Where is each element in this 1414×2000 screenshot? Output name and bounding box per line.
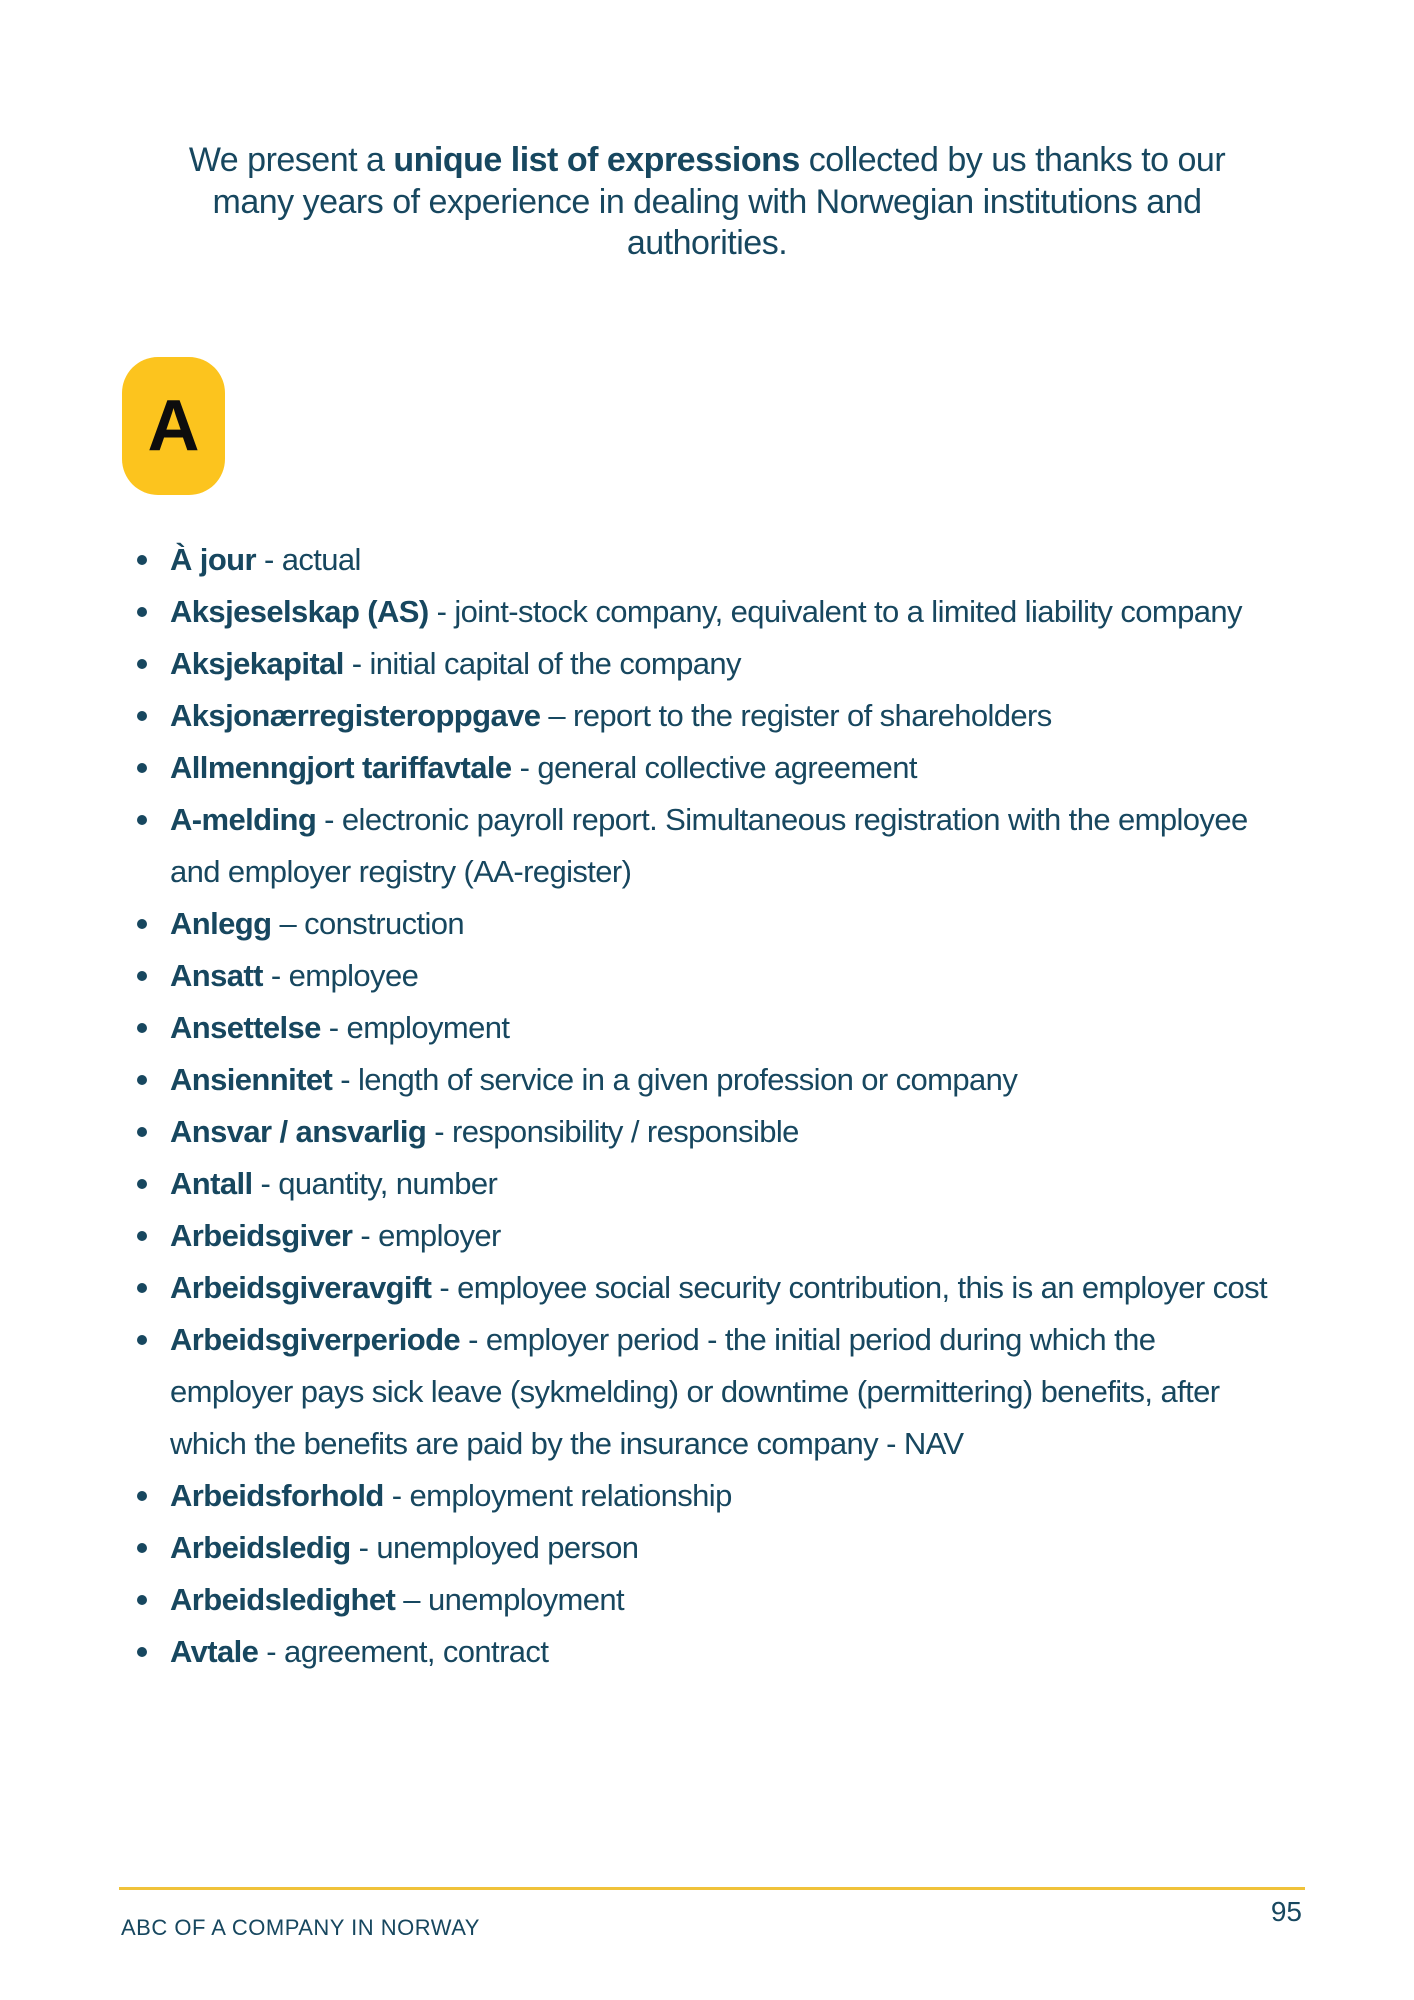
term-text: Aksjonærregisteroppgave bbox=[170, 698, 541, 733]
term-text: Arbeidsgiver bbox=[170, 1218, 353, 1253]
term-definition: employment bbox=[346, 1010, 510, 1045]
bullet-icon bbox=[137, 971, 147, 981]
bullet-icon bbox=[137, 607, 147, 617]
term-separator: - bbox=[255, 542, 282, 577]
term-separator: - bbox=[258, 1634, 285, 1669]
bullet-icon bbox=[137, 1231, 147, 1241]
term-separator: - bbox=[262, 958, 289, 993]
glossary-term-item bbox=[137, 950, 1280, 1002]
term-text: Antall bbox=[170, 1166, 253, 1201]
term-text: A-melding bbox=[170, 802, 317, 837]
footer-divider-line bbox=[119, 1887, 1305, 1890]
term-separator: - bbox=[350, 1530, 377, 1565]
term-text: Anlegg bbox=[170, 906, 272, 941]
bullet-icon bbox=[137, 1179, 147, 1189]
bullet-icon bbox=[137, 763, 147, 773]
term-separator: - bbox=[431, 1270, 458, 1305]
term-text: Ansatt bbox=[170, 958, 263, 993]
term-definition: construction bbox=[304, 906, 465, 941]
term-text: Arbeidsledighet bbox=[170, 1582, 396, 1617]
bullet-icon bbox=[137, 1595, 147, 1605]
term-definition: length of service in a given profession or company bbox=[357, 1062, 1018, 1097]
page-number: 95 bbox=[1270, 1896, 1302, 1927]
glossary-term-item bbox=[137, 1054, 1280, 1106]
term-separator: - bbox=[428, 594, 455, 629]
term-text: Aksjeselskap (AS) bbox=[170, 594, 429, 629]
glossary-term-item bbox=[137, 742, 1280, 794]
term-separator: – bbox=[540, 698, 574, 733]
section-letter: A bbox=[147, 386, 200, 466]
term-definition: agreement, contract bbox=[284, 1634, 549, 1669]
term-text: Arbeidsgiveravgift bbox=[170, 1270, 432, 1305]
intro-text-after: collected by us thanks to our many years of experience in dealing with Norwegian institutions and authorities. bbox=[212, 141, 1226, 262]
term-text: Ansvar / ansvarlig bbox=[170, 1114, 427, 1149]
bullet-icon bbox=[137, 1283, 147, 1293]
term-definition: general collective agreement bbox=[537, 750, 917, 785]
term-definition: quantity, number bbox=[278, 1166, 498, 1201]
term-text: À jour bbox=[170, 542, 256, 577]
intro-text-before: We present a bbox=[188, 141, 394, 179]
term-separator: - bbox=[383, 1478, 410, 1513]
term-text: Ansettelse bbox=[170, 1010, 321, 1045]
intro-paragraph bbox=[157, 140, 1257, 265]
bullet-icon bbox=[137, 1023, 147, 1033]
bullet-icon bbox=[137, 1647, 147, 1657]
term-text: Ansiennitet bbox=[170, 1062, 333, 1097]
term-definition: report to the register of shareholders bbox=[573, 698, 1052, 733]
glossary-term-item bbox=[137, 586, 1280, 638]
term-text: Arbeidsgiverperiode bbox=[170, 1322, 461, 1357]
glossary-term-item bbox=[137, 638, 1280, 690]
term-definition: employment relationship bbox=[409, 1478, 732, 1513]
glossary-term-item bbox=[137, 1262, 1280, 1314]
term-separator: - bbox=[320, 1010, 347, 1045]
term-text: Aksjekapital bbox=[170, 646, 344, 681]
term-definition: employee social security contribution, this is an employer cost bbox=[457, 1270, 1268, 1305]
term-text: Arbeidsledig bbox=[170, 1530, 351, 1565]
term-definition: unemployment bbox=[427, 1582, 625, 1617]
glossary-term-item bbox=[137, 1106, 1280, 1158]
term-definition: employer period - the initial period during which the employer pays sick leave (sykmelding) or downtime (permittering) benefits, after which the benefits are paid by the insurance company - NAV bbox=[170, 1322, 1220, 1461]
bullet-icon bbox=[137, 659, 147, 669]
bullet-icon bbox=[137, 1543, 147, 1553]
term-text: Avtale bbox=[170, 1634, 259, 1669]
term-definition: actual bbox=[281, 542, 361, 577]
glossary-term-item bbox=[137, 1158, 1280, 1210]
glossary-term-item bbox=[137, 1002, 1280, 1054]
glossary-term-item bbox=[137, 1574, 1280, 1626]
glossary-list bbox=[137, 534, 1282, 1678]
glossary-term-item bbox=[137, 690, 1280, 742]
term-definition: unemployed person bbox=[376, 1530, 639, 1565]
bullet-icon bbox=[137, 1335, 147, 1345]
term-definition: employee bbox=[288, 958, 419, 993]
glossary-term-item bbox=[137, 1314, 1280, 1470]
term-definition: responsibility / responsible bbox=[452, 1114, 799, 1149]
term-separator: - bbox=[343, 646, 370, 681]
term-definition: initial capital of the company bbox=[369, 646, 741, 681]
glossary-term-item bbox=[137, 1470, 1280, 1522]
term-separator: – bbox=[271, 906, 305, 941]
glossary-term-item bbox=[137, 534, 1280, 586]
term-separator: – bbox=[395, 1582, 428, 1617]
term-separator: - bbox=[511, 750, 538, 785]
bullet-icon bbox=[137, 1075, 147, 1085]
term-separator: - bbox=[252, 1166, 279, 1201]
term-separator: - bbox=[316, 802, 342, 837]
glossary-term-item bbox=[137, 1210, 1280, 1262]
glossary-term-item bbox=[137, 794, 1280, 898]
term-text: Arbeidsforhold bbox=[170, 1478, 384, 1513]
term-separator: - bbox=[352, 1218, 379, 1253]
term-separator: - bbox=[426, 1114, 453, 1149]
glossary-term-item bbox=[137, 898, 1280, 950]
section-letter-badge bbox=[122, 357, 225, 495]
footer-book-title: ABC OF A COMPANY IN NORWAY bbox=[121, 1915, 480, 1940]
glossary-term-item bbox=[137, 1522, 1280, 1574]
bullet-icon bbox=[137, 555, 147, 565]
glossary-term-item bbox=[137, 1626, 1280, 1678]
term-separator: - bbox=[332, 1062, 358, 1097]
bullet-icon bbox=[137, 919, 147, 929]
term-definition: electronic payroll report. Simultaneous registration with the employee and employer registry (AA-register) bbox=[170, 802, 1248, 889]
term-text: Allmenngjort tariffavtale bbox=[170, 750, 512, 785]
intro-text-bold: unique list of expressions bbox=[393, 141, 800, 179]
bullet-icon bbox=[137, 711, 147, 721]
bullet-icon bbox=[137, 1491, 147, 1501]
term-definition: employer bbox=[378, 1218, 501, 1253]
term-separator: - bbox=[460, 1322, 486, 1357]
bullet-icon bbox=[137, 1127, 147, 1137]
bullet-icon bbox=[137, 815, 147, 825]
term-definition: joint-stock company, equivalent to a limited liability company bbox=[454, 594, 1242, 629]
